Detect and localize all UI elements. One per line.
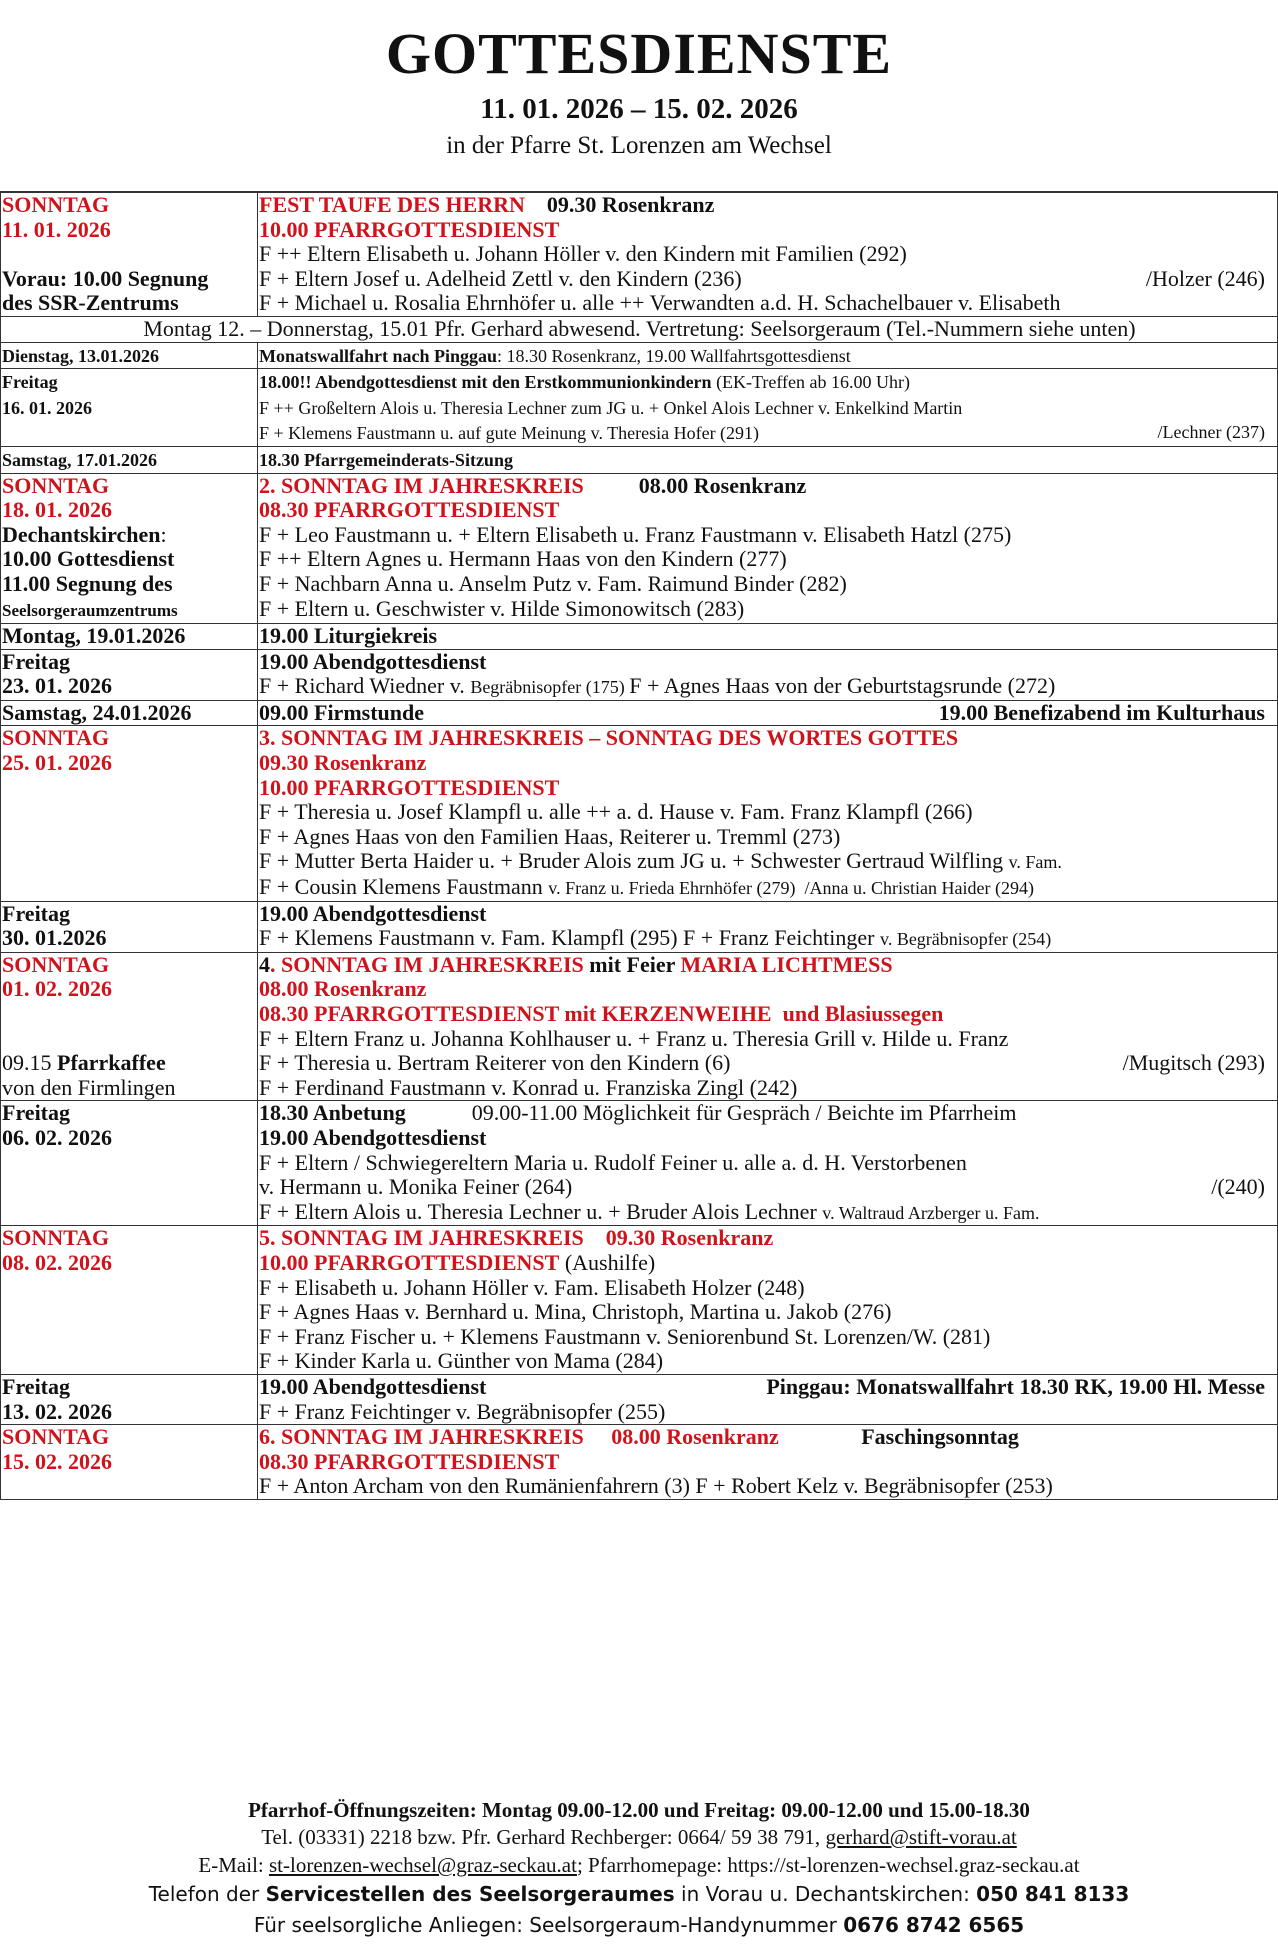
- text-run: 16. 01. 2026: [2, 397, 92, 418]
- text-run: 08.30 PFARRGOTTESDIENST: [259, 497, 560, 523]
- date-line: [2, 547, 257, 572]
- service-line: [259, 624, 1277, 649]
- text-run: 19.00 Abendgottesdienst: [259, 1373, 487, 1399]
- service-cell: [258, 369, 1278, 447]
- service-line: [259, 1325, 1277, 1350]
- date-line: [2, 369, 257, 395]
- text-run: 23. 01. 2026: [2, 673, 112, 699]
- date-cell: [1, 473, 258, 624]
- text-run: F + Agnes Haas von den Familien Haas, Reiterer u. Tremml (273): [259, 823, 841, 849]
- text-run: MARIA LICHTMESS: [680, 951, 893, 977]
- date-cell: [1, 1425, 258, 1500]
- text-run: 11. 01. 2026: [2, 216, 111, 242]
- date-line: [2, 291, 257, 316]
- schedule-row-sonntag-25-01: [1, 726, 1278, 901]
- date-line: [2, 902, 257, 927]
- schedule-row-freitag-30-01: [1, 901, 1278, 952]
- text-run: 09.15: [2, 1050, 57, 1076]
- service-line: [259, 242, 1277, 267]
- text-run: F + Mutter Berta Haider u. + Bruder Alois zum JG u. + Schwester Gertraud Wilfling: [259, 848, 1009, 874]
- text-run: (Aushilfe): [559, 1249, 656, 1275]
- text-run: 10.00 PFARRGOTTESDIENST: [259, 216, 560, 242]
- schedule-row-freitag-13-02: [1, 1374, 1278, 1424]
- service-cell: [258, 649, 1278, 700]
- service-line: [259, 1200, 1277, 1226]
- date-cell: [1, 952, 258, 1101]
- text-run: F + Theresia u. Bertram Reiterer von den Kindern (6): [259, 1050, 731, 1076]
- service-line: [259, 1251, 1277, 1276]
- text-run: F + Eltern Franz u. Johanna Kohlhauser u. + Franz u. Theresia Grill v. Hilde u. Franz: [259, 1025, 1009, 1051]
- text-run: . SONNTAG IM JAHRESKREIS: [270, 951, 584, 977]
- page-title: GOTTESDIENSTE: [385, 21, 893, 86]
- service-line: [259, 926, 1277, 952]
- text-run: F + Ferdinand Faustmann v. Konrad u. Franziska Zingl (242): [259, 1074, 798, 1100]
- phone-text: Tel. (03331) 2218 bzw. Pfr. Gerhard Rechberger: 0664/ 59 38 791,: [261, 1825, 826, 1849]
- text-run: Freitag: [2, 648, 71, 674]
- service-line: [259, 1051, 1277, 1076]
- service-line: [259, 369, 1277, 395]
- text-run: F + Nachbarn Anna u. Anselm Putz v. Fam. Raimund Binder (282): [259, 570, 847, 596]
- right-aligned-note: Pinggau: Monatswallfahrt 18.30 RK, 19.00 Hl. Messe: [766, 1373, 1265, 1399]
- service-cell: [258, 473, 1278, 624]
- text-run: Freitag: [2, 1373, 71, 1399]
- schedule-table: [0, 191, 1278, 1500]
- text-run: 11.00 Segnung des: [2, 570, 173, 596]
- service-line: [259, 776, 1277, 801]
- schedule-row-montag-19-01: [1, 624, 1278, 650]
- text-run: F + Leo Faustmann u. + Eltern Elisabeth u. Franz Faustmann v. Elisabeth Hatzl (275): [259, 521, 1012, 547]
- text-run: v. Waltraud Arzberger u. Fam.: [822, 1202, 1040, 1223]
- service-line: [259, 875, 1277, 901]
- text-run: F ++ Eltern Agnes u. Hermann Haas von den Kindern (277): [259, 546, 787, 572]
- mobile-phone-number: 0676 8742 6565: [843, 1913, 1025, 1937]
- date-line: [2, 1076, 257, 1101]
- service-line: [259, 193, 1277, 218]
- text-run: 5. SONNTAG IM JAHRESKREIS: [259, 1225, 584, 1251]
- text-run: Freitag: [2, 372, 58, 393]
- text-run: 08.30 PFARRGOTTESDIENST mit KERZENWEIHE und Blasiussegen: [259, 1001, 944, 1026]
- text-run: 08.00 Rosenkranz: [583, 472, 807, 498]
- service-line: [259, 674, 1277, 700]
- text-run: F + Cousin Klemens Faustmann: [259, 874, 549, 900]
- service-line: [259, 751, 1277, 776]
- text-run: 08.30 PFARRGOTTESDIENST: [259, 1448, 560, 1474]
- date-cell: [1, 700, 258, 726]
- service-name: Servicestellen des Seelsorgeraumes: [265, 1882, 675, 1906]
- text-run: SONNTAG: [2, 725, 110, 751]
- text-run: F + Eltern Josef u. Adelheid Zettl v. den Kindern (236): [259, 265, 742, 291]
- phone-line: [0, 1823, 1278, 1851]
- service-line: [259, 1076, 1277, 1101]
- service-line: [259, 902, 1277, 927]
- contact-footer: [0, 1797, 1278, 1941]
- service-line: [259, 572, 1277, 597]
- text-run: Montag, 19.01.2026: [2, 623, 186, 649]
- service-line: [259, 825, 1277, 850]
- service-line: [259, 1425, 1277, 1450]
- schedule-row-sonntag-01-02: [1, 952, 1278, 1101]
- text-run: 19.00 Abendgottesdienst: [259, 648, 487, 674]
- text-run: 3. SONNTAG IM JAHRESKREIS – SONNTAG DES WORTES GOTTES: [259, 725, 959, 751]
- text-run: F + Klemens Faustmann v. Fam. Klampfl (295) F + Franz Feichtinger: [259, 925, 880, 951]
- date-cell: [1, 192, 258, 316]
- service-line: [259, 800, 1277, 825]
- text-run: 08.00 Rosenkranz: [259, 976, 427, 1002]
- service-line: [259, 291, 1277, 316]
- text-run: Dechantskirchen: [2, 521, 161, 547]
- service-line: [259, 1175, 1277, 1200]
- service-line: [259, 395, 1277, 421]
- email-line: [0, 1851, 1278, 1879]
- text-run: FEST TAUFE DES HERRN: [259, 192, 525, 217]
- text-run: 10.00 Gottesdienst: [2, 546, 175, 572]
- text-run: v. Hermann u. Monika Feiner (264): [259, 1174, 573, 1200]
- text-run: Seelsorgeraumzentrums: [2, 600, 178, 620]
- text-run: F + Agnes Haas von der Geburtstagsrunde (272): [629, 673, 1056, 699]
- right-aligned-note: /Holzer (246): [1145, 265, 1265, 291]
- date-line: [2, 1027, 257, 1052]
- text-run: F + Eltern u. Geschwister v. Hilde Simonowitsch (283): [259, 595, 745, 621]
- service-cell: [258, 446, 1278, 473]
- date-cell: [1, 369, 258, 447]
- text-run: 18.30 Pfarrgemeinderats-Sitzung: [259, 449, 513, 470]
- date-line: [2, 193, 257, 218]
- text-run: F + Agnes Haas v. Bernhard u. Mina, Christoph, Martina u. Jakob (276): [259, 1299, 892, 1325]
- service-line: [259, 701, 1277, 726]
- date-line: [2, 1251, 257, 1276]
- service-cell: [258, 1101, 1278, 1226]
- text-run: SONNTAG: [2, 1424, 110, 1450]
- text-run: 30. 01.2026: [2, 925, 107, 951]
- text-run: F + Elisabeth u. Johann Höller v. Fam. Elisabeth Holzer (248): [259, 1274, 805, 1300]
- date-line: [2, 420, 257, 445]
- date-line: [2, 1425, 257, 1450]
- service-line: [259, 267, 1277, 292]
- mobile-text: Für seelsorgliche Anliegen: Seelsorgeraum-Handynummer: [253, 1913, 844, 1937]
- text-run: F + Anton Archam von den Rumänienfahrern (3) F + Robert Kelz v. Begräbnisopfer (253): [259, 1473, 1053, 1499]
- date-line: [2, 572, 257, 597]
- service-line: [259, 1450, 1277, 1475]
- service-line: [259, 726, 1277, 751]
- date-line: [2, 674, 257, 699]
- text-run: 10.00 PFARRGOTTESDIENST: [259, 1249, 560, 1275]
- text-run: Freitag: [2, 900, 71, 926]
- date-line: [2, 474, 257, 499]
- text-run: 06. 02. 2026: [2, 1124, 112, 1150]
- text-run: des SSR-Zentrums: [2, 290, 179, 316]
- text-run: 6. SONNTAG IM JAHRESKREIS: [259, 1424, 584, 1450]
- schedule-row-dienstag-13-01: [1, 342, 1278, 369]
- text-run: (EK-Treffen ab 16.00 Uhr): [711, 372, 911, 393]
- service-cell: [258, 726, 1278, 901]
- text-run: Samstag, 17.01.2026: [2, 449, 158, 470]
- service-line: [259, 1474, 1277, 1499]
- text-run: F + Theresia u. Josef Klampfl u. alle ++ a. d. Hause v. Fam. Franz Klampfl (266): [259, 799, 973, 825]
- date-line: [2, 267, 257, 292]
- service-line: [259, 1226, 1277, 1251]
- date-line: [2, 751, 257, 776]
- text-run: F + Eltern Alois u. Theresia Lechner u. + Bruder Alois Lechner: [259, 1198, 823, 1224]
- service-line: [259, 1276, 1277, 1301]
- service-line: [259, 420, 1277, 446]
- service-cell: [258, 1374, 1278, 1424]
- service-cell: [258, 624, 1278, 650]
- text-run: F + Franz Fischer u. + Klemens Faustmann v. Seniorenbund St. Lorenzen/W. (281): [259, 1323, 991, 1349]
- schedule-row-samstag-24-01: [1, 700, 1278, 726]
- date-cell: [1, 446, 258, 473]
- service-locations: in Vorau u. Dechantskirchen:: [674, 1882, 977, 1906]
- date-line: [2, 343, 257, 369]
- service-line: [259, 1349, 1277, 1374]
- text-run: 09.00 Firmstunde: [259, 699, 424, 725]
- text-run: v. Begräbnisopfer (254): [879, 929, 1052, 950]
- text-run: : 18.30 Rosenkranz, 19.00 Wallfahrtsgottesdienst: [497, 345, 851, 366]
- text-run: SONNTAG: [2, 192, 110, 217]
- schedule-row-sonntag-15-02: [1, 1425, 1278, 1500]
- date-line: [2, 523, 257, 548]
- text-run: F + Kinder Karla u. Günther von Mama (284): [259, 1348, 664, 1374]
- service-line: [259, 849, 1277, 875]
- service-cell: [258, 952, 1278, 1101]
- service-cell: [258, 901, 1278, 952]
- service-line: [259, 953, 1277, 978]
- service-cell: [258, 1425, 1278, 1500]
- date-line: [2, 395, 257, 421]
- date-line: [2, 1375, 257, 1400]
- date-line: [2, 1051, 257, 1076]
- right-aligned-note: 19.00 Benefizabend im Kulturhaus: [938, 699, 1265, 725]
- service-phone-number: 050 841 8133: [976, 1882, 1130, 1906]
- right-aligned-note: /Mugitsch (293): [1122, 1050, 1265, 1076]
- text-run: F + Michael u. Rosalia Ehrnhöfer u. alle ++ Verwandten a.d. H. Schachelbauer v. Elisabeth: [259, 290, 1061, 316]
- service-line: [259, 1002, 1277, 1027]
- text-run: Dienstag, 13.01.2026: [2, 345, 159, 366]
- date-line: [2, 1400, 257, 1425]
- schedule-row-sonntag-18-01: [1, 473, 1278, 624]
- service-line: [259, 1151, 1277, 1176]
- text-run: 01. 02. 2026: [2, 976, 112, 1002]
- text-run: 08. 02. 2026: [2, 1249, 112, 1275]
- service-line: [259, 343, 1277, 369]
- text-run: 18.30 Anbetung: [259, 1100, 406, 1126]
- text-run: SONNTAG: [2, 472, 110, 498]
- text-run: Samstag, 24.01.2026: [2, 699, 192, 725]
- date-cell: [1, 1101, 258, 1226]
- text-run: 08.00 Rosenkranz: [583, 1424, 779, 1450]
- service-line: [259, 1101, 1277, 1126]
- date-line: [2, 1226, 257, 1251]
- text-run: 2. SONNTAG IM JAHRESKREIS: [259, 472, 584, 498]
- text-run: 09.30 Rosenkranz: [259, 750, 427, 776]
- homepage-text[interactable]: ; Pfarrhomepage: https://st-lorenzen-wechsel.graz-seckau.at: [576, 1853, 1080, 1877]
- text-run: Vorau: 10.00 Segnung: [2, 265, 209, 291]
- service-line: [259, 498, 1277, 523]
- priest-email-link[interactable]: gerhard@stift-vorau.at: [825, 1825, 1017, 1849]
- text-run: 09.00-11.00 Möglichkeit für Gespräch / Beichte im Pfarrheim: [405, 1100, 1017, 1126]
- service-cell: [258, 700, 1278, 726]
- date-cell: [1, 649, 258, 700]
- date-cell: [1, 901, 258, 952]
- service-line: [259, 1300, 1277, 1325]
- date-cell: [1, 726, 258, 901]
- text-run: F ++ Großeltern Alois u. Theresia Lechner zum JG u. + Onkel Alois Lechner v. Enkelkind Martin: [259, 397, 963, 418]
- schedule-row-freitag-23-01: [1, 649, 1278, 700]
- date-range: 11. 01. 2026 – 15. 02. 2026: [480, 93, 798, 125]
- date-line: [2, 1101, 257, 1126]
- date-line: [2, 1002, 257, 1027]
- text-run: 19.00 Abendgottesdienst: [259, 900, 487, 926]
- date-line: [2, 498, 257, 523]
- text-run: Begräbnisopfer (175): [470, 677, 630, 698]
- date-line: [2, 242, 257, 267]
- date-line: [2, 953, 257, 978]
- date-line: [2, 650, 257, 675]
- date-cell: [1, 624, 258, 650]
- text-run: 15. 02. 2026: [2, 1448, 112, 1474]
- schedule-row-samstag-17-01: [1, 446, 1278, 473]
- mobile-phone-line: [0, 1910, 1278, 1941]
- date-cell: [1, 342, 258, 369]
- date-line: [2, 1126, 257, 1151]
- text-run: F ++ Eltern Elisabeth u. Johann Höller v. den Kindern mit Familien (292): [259, 241, 907, 267]
- text-run: F + Klemens Faustmann u. auf gute Meinung v. Theresia Hofer (291): [259, 423, 760, 444]
- text-run: :: [160, 521, 167, 547]
- text-run: 18.00!! Abendgottesdienst mit den Erstkommunionkindern: [259, 372, 712, 393]
- notice-cell: Montag 12. – Donnerstag, 15.01 Pfr. Gerhard abwesend. Vertretung: Seelsorgeraum (Tel.-Nummern siehe unten): [1, 316, 1278, 342]
- date-line: [2, 726, 257, 751]
- date-cell: [1, 1374, 258, 1424]
- service-line: [259, 1400, 1277, 1425]
- service-line: [259, 474, 1277, 499]
- text-run: 13. 02. 2026: [2, 1398, 112, 1424]
- service-line: [259, 218, 1277, 243]
- text-run: v. Franz u. Frieda Ehrnhöfer (279) /Anna u. Christian Haider (294): [548, 878, 1034, 899]
- text-run: v. Fam.: [1008, 852, 1062, 873]
- text-run: mit Feier: [583, 951, 681, 977]
- service-line: [259, 1126, 1277, 1151]
- date-cell: [1, 1226, 258, 1375]
- schedule-row-sonntag-08-02: [1, 1226, 1278, 1375]
- service-line: [259, 523, 1277, 548]
- text-run: F + Eltern / Schwiegereltern Maria u. Rudolf Feiner u. alle a. d. H. Verstorbenen: [259, 1149, 967, 1175]
- text-run: Pfarrkaffee: [57, 1050, 166, 1076]
- schedule-row-notice-abwesend: [1, 316, 1278, 342]
- parish-email-link[interactable]: st-lorenzen-wechsel@graz-seckau.at: [269, 1853, 577, 1877]
- text-run: Monatswallfahrt nach Pinggau: [259, 345, 498, 366]
- service-line: [259, 547, 1277, 572]
- text-run: 4: [259, 951, 270, 977]
- service-text: Telefon der: [148, 1882, 266, 1906]
- text-run: F + Richard Wiedner v.: [259, 673, 471, 699]
- right-aligned-note: /Lechner (237): [1157, 422, 1265, 443]
- date-line: [2, 624, 257, 649]
- text-run: 18. 01. 2026: [2, 497, 112, 523]
- text-run: F + Franz Feichtinger v. Begräbnisopfer (255): [259, 1398, 666, 1424]
- text-run: 09.30 Rosenkranz: [524, 192, 715, 217]
- schedule-row-freitag-16-01: [1, 369, 1278, 447]
- email-label: E-Mail:: [198, 1853, 269, 1877]
- service-line: [259, 1027, 1277, 1052]
- date-line: [2, 597, 257, 624]
- service-cell: [258, 342, 1278, 369]
- service-cell: [258, 192, 1278, 316]
- text-run: 10.00 PFARRGOTTESDIENST: [259, 774, 560, 800]
- service-line: [259, 597, 1277, 622]
- service-line: [259, 977, 1277, 1002]
- date-line: [2, 701, 257, 726]
- text-run: 09.30 Rosenkranz: [583, 1225, 774, 1251]
- text-run: 25. 01. 2026: [2, 750, 112, 776]
- schedule-row-freitag-06-02: [1, 1101, 1278, 1226]
- schedule-row-sonntag-11-01: [1, 192, 1278, 316]
- service-line: [259, 447, 1277, 473]
- text-run: SONNTAG: [2, 951, 110, 977]
- date-line: [2, 926, 257, 951]
- opening-hours: Pfarrhof-Öffnungszeiten: Montag 09.00-12.00 und Freitag: 09.00-12.00 und 15.00-18.30: [248, 1798, 1030, 1822]
- date-line: [2, 447, 257, 473]
- text-run: Freitag: [2, 1100, 71, 1126]
- service-phone-line: [0, 1879, 1278, 1910]
- date-line: [2, 977, 257, 1002]
- text-run: von den Firmlingen: [2, 1074, 176, 1100]
- date-line: [2, 218, 257, 243]
- text-run: 19.00 Liturgiekreis: [259, 623, 438, 649]
- service-cell: [258, 1226, 1278, 1375]
- service-line: [259, 650, 1277, 675]
- parish-name: in der Pfarre St. Lorenzen am Wechsel: [446, 132, 832, 159]
- text-run: 19.00 Abendgottesdienst: [259, 1124, 487, 1150]
- right-aligned-note: /(240): [1211, 1174, 1265, 1200]
- text-run: Faschingsonntag: [778, 1424, 1019, 1450]
- service-line: [259, 1375, 1277, 1400]
- date-line: [2, 1450, 257, 1475]
- text-run: SONNTAG: [2, 1225, 110, 1251]
